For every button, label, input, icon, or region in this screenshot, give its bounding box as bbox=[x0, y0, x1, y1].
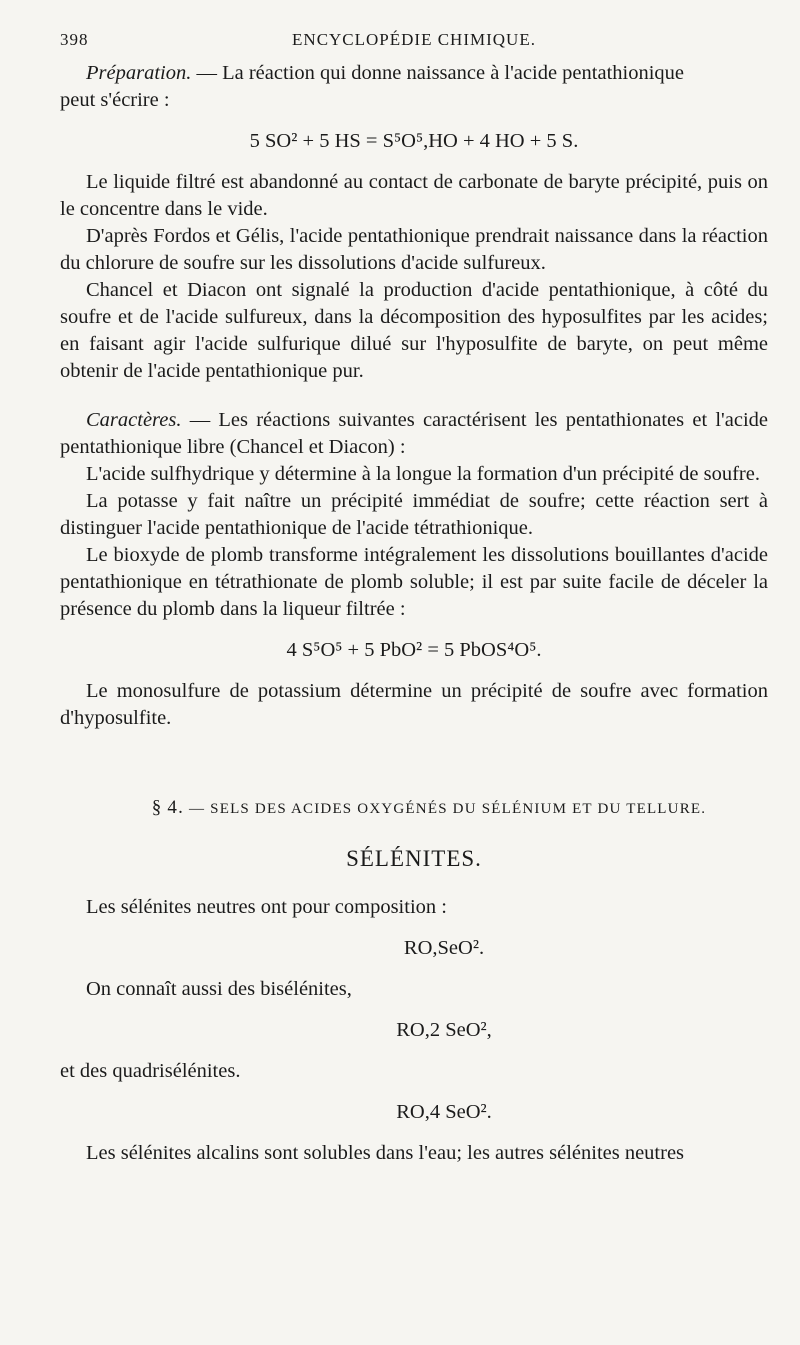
caracteres-p2: La potasse y fait naître un précipité immédiat de soufre; cette réaction sert à distinguer l'acide pentathionique de l'acide tétrathionique. bbox=[60, 490, 768, 539]
caracteres-label: Caractères. bbox=[86, 409, 182, 431]
section-symbol: § bbox=[151, 797, 163, 818]
preparation-p1: Le liquide filtré est abandonné au contact de carbonate de baryte précipité, puis on le concentre dans le vide. bbox=[60, 171, 768, 220]
selenites-p4: Les sélénites alcalins sont solubles dans l'eau; les autres sélénites neutres bbox=[86, 1142, 685, 1164]
preparation-label: Préparation. bbox=[86, 62, 192, 84]
caracteres-p3: Le bioxyde de plomb transforme intégralement les dissolutions bouillantes d'acide pentathionique en tétrathionate de plomb soluble; il est par suite facile de déceler la présence du plomb dans la liqueur filtrée : bbox=[60, 544, 768, 620]
page-body bbox=[60, 60, 768, 1167]
caracteres-p4: Le monosulfure de potassium détermine un précipité de soufre avec formation d'hyposulfite. bbox=[60, 680, 768, 729]
section-heading bbox=[90, 794, 768, 823]
section-title: SÉLÉNITES. bbox=[346, 846, 482, 871]
caracteres-intro: — Les réactions suivantes caractérisent les pentathionates et l'acide pentathionique libre (Chancel et Diacon) : bbox=[60, 409, 768, 458]
selenites-formula2: RO,2 SeO², bbox=[396, 1019, 492, 1041]
selenites-formula3: RO,4 SeO². bbox=[396, 1101, 492, 1123]
section-heading-text: — SELS DES ACIDES OXYGÉNÉS DU SÉLÉNIUM ET DU TELLURE. bbox=[184, 801, 707, 817]
preparation-paragraph bbox=[60, 60, 768, 87]
preparation-p2: D'après Fordos et Gélis, l'acide pentathionique prendrait naissance dans la réaction du chlorure de soufre sur les dissolutions d'acide sulfureux. bbox=[60, 225, 768, 274]
caracteres-formula: 4 S⁵O⁵ + 5 PbO² = 5 PbOS⁴O⁵. bbox=[286, 639, 542, 661]
preparation-formula: 5 SO² + 5 HS = S⁵O⁵,HO + 4 HO + 5 S. bbox=[249, 130, 579, 152]
running-title: ENCYCLOPÉDIE CHIMIQUE. bbox=[292, 30, 536, 49]
page-number: 398 bbox=[60, 30, 89, 49]
selenites-p2: On connaît aussi des bisélénites, bbox=[86, 978, 352, 1000]
caracteres-paragraph bbox=[60, 407, 768, 461]
page-header bbox=[60, 30, 768, 52]
caracteres-p1: L'acide sulfhydrique y détermine à la longue la formation d'un précipité de soufre. bbox=[86, 463, 760, 485]
preparation-p3: Chancel et Diacon ont signalé la production d'acide pentathionique, à côté du soufre et de l'acide sulfureux, dans la décomposition des hyposulfites par les acides; en faisant agir l'acide sulfurique dilué sur l'hyposulfite de baryte, on peut même obtenir de l'acide pentathionique pur. bbox=[60, 279, 768, 382]
preparation-line2: peut s'écrire : bbox=[60, 89, 170, 111]
selenites-p1: Les sélénites neutres ont pour composition : bbox=[86, 896, 447, 918]
selenites-p3: et des quadrisélénites. bbox=[60, 1060, 241, 1082]
selenites-formula1: RO,SeO². bbox=[403, 937, 485, 959]
section-number: 4. bbox=[167, 797, 185, 818]
preparation-line1: — La réaction qui donne naissance à l'acide pentathionique bbox=[191, 62, 685, 84]
